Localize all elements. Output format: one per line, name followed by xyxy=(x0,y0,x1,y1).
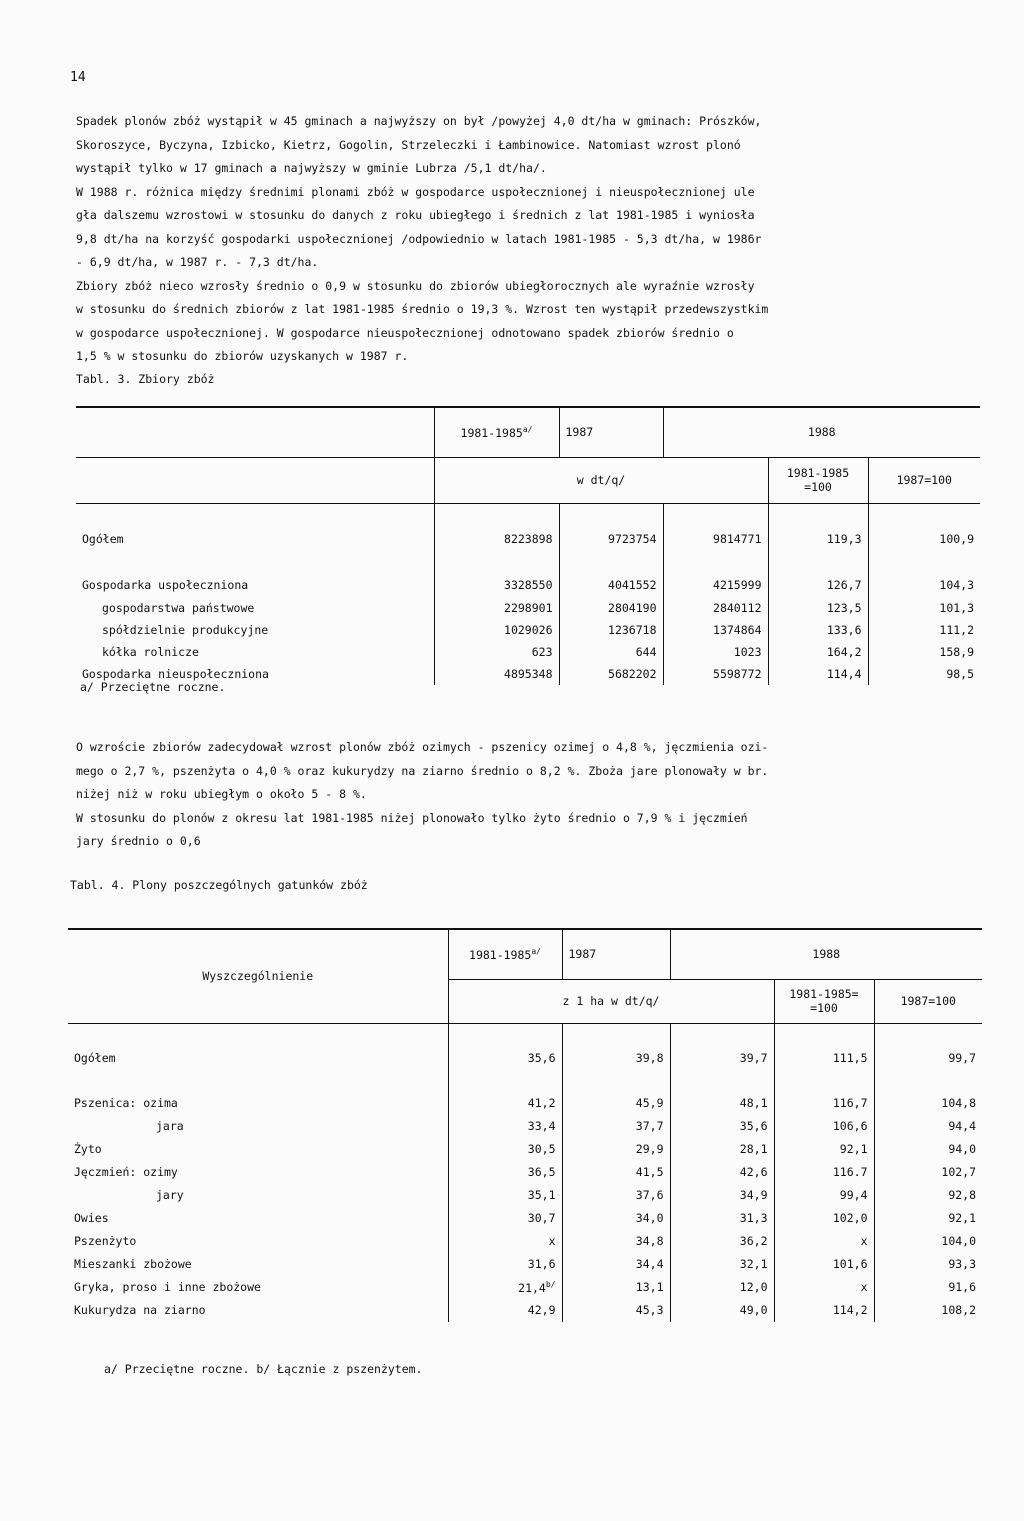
table4-index-avg: 1981-1985= =100 xyxy=(774,979,874,1023)
text-line: W 1988 r. różnica między średnimi plonami zbóż w gospodarce uspołecznionej i nieuspołecznionej ule xyxy=(76,184,755,199)
table4-unit: z 1 ha w dt/q/ xyxy=(448,979,774,1023)
text-line: wystąpił tylko w 17 gminach a najwyższy w gminie Lubrza /5,1 dt/ha/. xyxy=(76,161,547,175)
table3-index-1987: 1987=100 xyxy=(868,457,980,503)
table-row: Gospodarka nieuspołeczniona 4895348 5682202 5598772 114,4 98,5 xyxy=(76,663,980,685)
table-row: Kukurydza na ziarno 42,9 45,3 49,0 114,2 108,2 xyxy=(68,1299,982,1322)
text-line: gła dalszemu wzrostowi w stosunku do danych z roku ubiegłego i średnich z lat 1981-1985 i wyniosła xyxy=(76,208,755,222)
table-row: gospodarstwa państwowe 2298901 2804190 2840112 123,5 101,3 xyxy=(76,597,980,619)
table4-title: Tabl. 4. Plony poszczególnych gatunków zbóż xyxy=(70,878,368,892)
table-row: Gospodarka uspołeczniona 3328550 4041552 4215999 126,7 104,3 xyxy=(76,574,980,597)
table3-title: Tabl. 3. Zbiory zbóż xyxy=(76,372,215,386)
table-row: Mieszanki zbożowe 31,6 34,4 32,1 101,6 93,3 xyxy=(68,1253,982,1276)
table4-header-row xyxy=(68,929,982,979)
table3-col-1987: 1987 xyxy=(559,407,663,457)
table3-col-avg: $1981-1985^{a/}$ xyxy=(434,407,559,457)
table-row: Ogółem 8223898 9723754 9814771 119,3 100,9 xyxy=(76,526,980,552)
table4-col-1988: 1988 xyxy=(812,947,841,962)
table4-col-1987: 1987 xyxy=(562,929,670,979)
table3-header-row xyxy=(76,407,980,457)
table-row: kółka rolnicze 623 644 1023 164,2 158,9 xyxy=(76,641,980,663)
text-line: w stosunku do średnich zbiorów z lat 1981-1985 średnio o 19,3 %. Wzrost ten wystąpił przedewszystkim xyxy=(76,302,769,316)
table-row: Żyto 30,5 29,9 28,1 92,1 94,0 xyxy=(68,1138,982,1161)
text-line: O wzroście zbiorów zadecydował wzrost plonów zbóż ozimych - pszenicy ozimej o 4,8 %, jęczmienia ozi- xyxy=(76,740,769,754)
text-line: niżej niż w roku ubiegłym o około 5 - 8 %. xyxy=(76,787,367,801)
table-row: Pszenżyto x 34,8 36,2 x 104,0 xyxy=(68,1230,982,1253)
text-line: mego o 2,7 %, pszenżyta o 4,0 % oraz kukurydzy na ziarno średnio o 8,2 %. Zboża jare plonowały w br. xyxy=(76,763,769,778)
growth-paragraph xyxy=(76,736,986,854)
text-line: Skoroszyce, Byczyna, Izbicko, Kietrz, Gogolin, Strzeleczki i Łambinowice. Natomiast wzrost plonó xyxy=(76,137,741,152)
text-line: W stosunku do plonów z okresu lat 1981-1985 niżej plonowało tylko żyto średnio o 7,9 % i jęczmień xyxy=(76,810,748,825)
table3-unit: w dt/q/ xyxy=(434,457,768,503)
table3-index-avg: 1981-1985 =100 xyxy=(768,457,868,503)
table-row: spółdzielnie produkcyjne 1029026 1236718 1374864 133,6 111,2 xyxy=(76,619,980,641)
table4-index-1987: 1987=100 xyxy=(874,979,982,1023)
table-row: jary 35,1 37,6 34,9 99,4 92,8 xyxy=(68,1184,982,1207)
table4-col-label: Wyszczególnienie xyxy=(68,929,448,1023)
text-line: - 6,9 dt/ha, w 1987 r. - 7,3 dt/ha. xyxy=(76,255,319,269)
table-row: Ogółem 35,6 39,8 39,7 111,5 99,7 xyxy=(68,1046,982,1070)
text-line: 9,8 dt/ha na korzyść gospodarki uspołecznionej /odpowiednio w latach 1981-1985 - 5,3 dt/ha, w 1986r xyxy=(76,231,762,246)
table4-col-avg: $1981-1985^{a/}$ xyxy=(448,929,562,979)
text-line: jary średnio o 0,6 xyxy=(76,834,201,848)
intro-paragraph xyxy=(76,110,986,369)
table3-subheader-row xyxy=(76,457,980,503)
table-row: Owies 30,7 34,0 31,3 102,0 92,1 xyxy=(68,1207,982,1230)
table3 xyxy=(76,406,980,685)
table4-footnote: a/ Przeciętne roczne. b/ Łącznie z pszenżytem. xyxy=(104,1362,423,1376)
text-line: w gospodarce uspołecznionej. W gospodarce nieuspołecznionej odnotowano spadek zbiorów średnio o xyxy=(76,325,734,340)
text-line: Zbiory zbóż nieco wzrosły średnio o 0,9 w stosunku do zbiorów ubiegłorocznych ale wyraźnie wzrosły xyxy=(76,278,755,293)
table-row: Pszenica: ozima 41,2 45,9 48,1 116,7 104,8 xyxy=(68,1092,982,1115)
table-row: Gryka, proso i inne zbożowe $21,4^{b/}$ 13,1 12,0 x 91,6 xyxy=(68,1276,982,1299)
page-number: 14 xyxy=(70,70,86,85)
text-line: 1,5 % w stosunku do zbiorów uzyskanych w 1987 r. xyxy=(76,349,409,363)
table4 xyxy=(68,928,982,1322)
table3-col-1988: 1988 xyxy=(807,425,836,440)
gryka-avg-cell: $21,4^{b/}$ xyxy=(448,1276,562,1299)
table-row: jara 33,4 37,7 35,6 106,6 94,4 xyxy=(68,1115,982,1138)
text-line: Spadek plonów zbóż wystąpił w 45 gminach a najwyższy on był /powyżej 4,0 dt/ha w gminach: Prószków, xyxy=(76,114,762,128)
table-row: Jęczmień: ozimy 36,5 41,5 42,6 116.7 102,7 xyxy=(68,1161,982,1184)
table3-footnote: a/ Przeciętne roczne. xyxy=(80,680,226,694)
